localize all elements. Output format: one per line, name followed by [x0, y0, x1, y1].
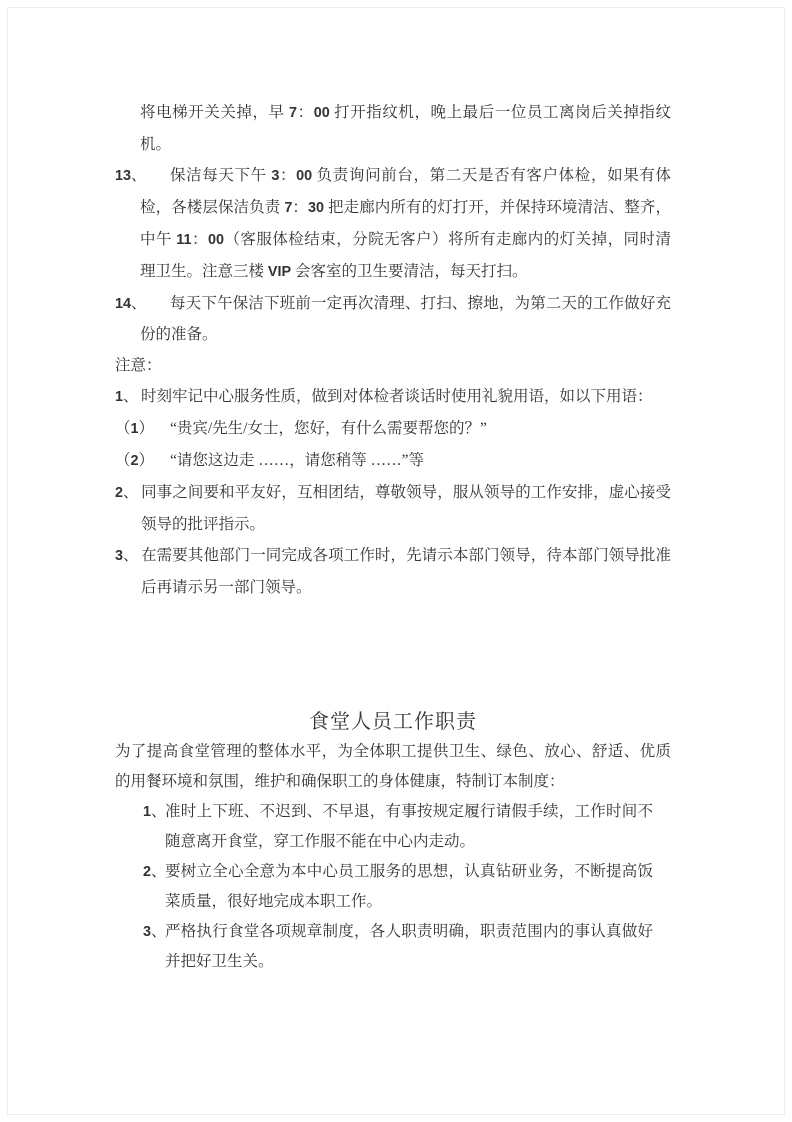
list-item	[115, 857, 671, 917]
list-item-number: 2、	[143, 863, 167, 880]
notice-item-text: 在需要其他部门一同完成各项工作时，先请示本部门领导，待本部门领导批准后再请示另一部门领导。	[141, 547, 671, 596]
notice-label: 注意：	[115, 357, 162, 374]
notice-item-text: 时刻牢记中心服务性质，做到对体检者谈话时使用礼貌用语，如以下用语：	[141, 388, 653, 405]
list-item-number: 1、	[143, 803, 167, 820]
notice-item-text: 同事之间要和平友好，互相团结，尊敬领导，服从领导的工作安排，虚心接受领导的批评指示。	[141, 484, 671, 533]
notice-subitem-text: “贵宾/先生/女士，您好，有什么需要帮您的？”	[170, 420, 487, 437]
list-item-number: 14、	[115, 295, 147, 312]
list-item-14	[115, 288, 671, 350]
notice-item-number: 1、	[115, 388, 139, 405]
paragraph-item12-continuation: 将电梯开关关掉，早 7：00 打开指纹机，晚上最后一位员工离岗后关掉指纹机。	[140, 104, 671, 153]
list-item-number: 13、	[115, 167, 147, 184]
list-item-13	[115, 160, 671, 288]
list-item-text: 保洁每天下午 3：00 负责询问前台，第二天是否有客户体检，如果有体检，各楼层保洁负责 7：30 把走廊内所有的灯打开，并保持环境清洁、整齐，中午 11：00（客服体检结束，分院无客户）将所有走廊内的灯关掉，同时清理卫生。注意三楼 VIP 会客室的卫生要清洁，每天打扫。	[140, 167, 671, 280]
canteen-duty-list	[115, 797, 671, 977]
notice-subitem-number: （1）	[115, 420, 155, 437]
notice-item-3	[115, 540, 671, 603]
list-item-number: 3、	[143, 923, 167, 940]
list-item	[115, 917, 671, 977]
notice-item-2	[115, 477, 671, 540]
notice-item-number: 3、	[115, 547, 139, 564]
notice-item-number: 2、	[115, 484, 139, 501]
notice-subitem-text: “请您这边走 ……，请您稍等 ……”等	[170, 452, 425, 469]
list-item-text: 准时上下班、不迟到、不早退，有事按规定履行请假手续，工作时间不随意离开食堂，穿工作服不能在中心内走动。	[165, 803, 653, 850]
list-item	[115, 797, 671, 857]
list-item-text: 每天下午保洁下班前一定再次清理、打扫、擦地，为第二天的工作做好充份的准备。	[140, 295, 671, 343]
list-item-text: 要树立全心全意为本中心员工服务的思想，认真钻研业务，不断提高饭菜质量，很好地完成本职工作。	[165, 863, 653, 910]
section-title: 食堂人员工作职责	[309, 711, 477, 733]
notice-subitem-number: （2）	[115, 452, 155, 469]
notice-subitem-1	[115, 413, 671, 445]
notice-item-1	[115, 381, 671, 413]
section-intro-paragraph: 为了提高食堂管理的整体水平，为全体职工提供卫生、绿色、放心、舒适、优质的用餐环境和氛围，维护和确保职工的身体健康，特制订本制度：	[115, 743, 671, 790]
notice-subitem-2	[115, 445, 671, 477]
document-content	[115, 0, 671, 977]
list-item-text: 严格执行食堂各项规章制度，各人职责明确，职责范围内的事认真做好并把好卫生关。	[165, 923, 653, 970]
